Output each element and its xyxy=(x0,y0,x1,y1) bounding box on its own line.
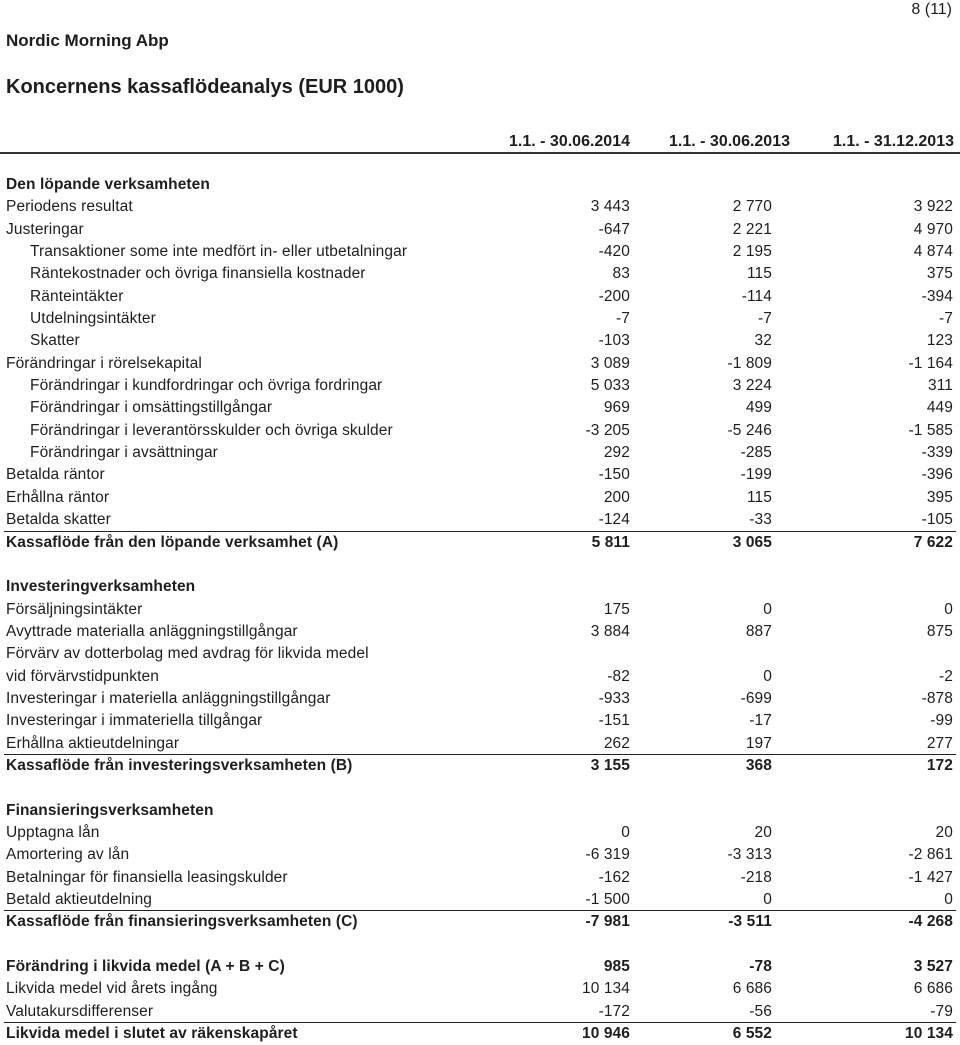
row-label: Betalda skatter xyxy=(6,511,111,529)
row-value-col-3: 311 xyxy=(927,377,953,395)
table-row xyxy=(0,733,960,755)
row-value-col-1: -150 xyxy=(598,466,630,484)
row-label: Förändring i likvida medel (A + B + C) xyxy=(6,958,285,976)
row-value-col-3: -1 585 xyxy=(908,421,953,439)
row-value-col-1: 969 xyxy=(603,399,630,417)
row-value-col-1: 3 443 xyxy=(590,198,630,216)
cash-flow-table xyxy=(0,174,960,1045)
table-row xyxy=(0,420,960,442)
row-label: Erhållna aktieutdelningar xyxy=(6,734,180,752)
row-value-col-2: 6 552 xyxy=(732,1025,772,1043)
row-value-col-1: 175 xyxy=(603,600,630,618)
row-value-col-3: 375 xyxy=(926,265,953,283)
row-value-col-1: -172 xyxy=(598,1002,630,1020)
row-value-col-2: 0 xyxy=(763,891,772,908)
row-label: Förvärv av dotterbolag med avdrag för likvida medel xyxy=(6,645,369,663)
table-row xyxy=(0,934,960,956)
column-header-h1-2014: 1.1. - 30.06.2014 xyxy=(509,133,630,150)
row-value-col-3: 0 xyxy=(944,600,953,618)
row-value-col-2: -114 xyxy=(741,287,772,305)
row-value-col-2: -699 xyxy=(740,689,772,707)
table-row xyxy=(0,621,960,643)
table-row xyxy=(0,822,960,844)
row-value-col-3: 10 134 xyxy=(904,1025,953,1043)
total-row xyxy=(0,755,960,777)
row-label: vid förvärvstidpunkten xyxy=(6,667,159,685)
row-label: Upptagna lån xyxy=(6,823,100,841)
row-label: Utdelningsintäkter xyxy=(30,310,156,328)
table-row xyxy=(0,509,960,531)
table-row xyxy=(0,308,960,330)
row-value-col-1: 3 155 xyxy=(590,756,630,774)
row-value-col-2: -33 xyxy=(749,511,772,529)
row-value-col-1: 5 811 xyxy=(591,533,630,551)
row-value-col-1: 262 xyxy=(603,734,630,752)
table-row xyxy=(0,397,960,419)
row-value-col-3: -339 xyxy=(921,444,953,462)
row-value-col-3: 6 686 xyxy=(913,980,953,998)
row-value-col-1: -7 xyxy=(616,310,630,328)
row-value-col-2: 115 xyxy=(746,488,772,506)
row-value-col-3: 395 xyxy=(926,488,953,506)
row-value-col-2: 3 224 xyxy=(732,377,772,395)
row-value-col-1: 3 089 xyxy=(590,354,630,372)
row-value-col-2: -3 313 xyxy=(727,846,772,864)
row-label: Förändringar i rörelsekapital xyxy=(6,354,202,372)
table-row xyxy=(0,867,960,889)
table-row xyxy=(0,889,960,911)
row-value-col-3: 0 xyxy=(944,891,953,908)
row-label: Försäljningsintäkter xyxy=(6,600,143,618)
table-row xyxy=(0,286,960,308)
page-title: Koncernens kassaflödeanalys (EUR 1000) xyxy=(6,76,404,98)
row-value-col-2: 3 065 xyxy=(732,533,772,551)
table-row xyxy=(0,330,960,352)
row-value-col-3: 449 xyxy=(926,399,953,417)
row-label: Investeringar i immateriella tillgångar xyxy=(6,712,263,730)
section-heading-row xyxy=(0,174,960,196)
row-value-col-1: 10 134 xyxy=(581,980,630,998)
table-row xyxy=(0,844,960,866)
row-value-col-2: -7 xyxy=(758,310,772,328)
table-row xyxy=(0,710,960,732)
row-value-col-3: -79 xyxy=(930,1002,953,1020)
row-label: Kassaflöde från finansieringsverksamheten (C) xyxy=(6,913,358,931)
row-label: Förändringar i leverantörsskulder och övriga skulder xyxy=(30,421,393,439)
row-value-col-3: 123 xyxy=(926,332,953,350)
row-value-col-2: -56 xyxy=(749,1002,772,1020)
row-label: Skatter xyxy=(30,332,80,350)
row-value-col-3: 277 xyxy=(926,734,953,752)
row-value-col-3: -4 268 xyxy=(908,913,953,931)
header-rule xyxy=(0,152,960,154)
row-value-col-3: -7 xyxy=(939,310,953,328)
row-value-col-3: 4 874 xyxy=(913,243,953,261)
row-value-col-3: -1 427 xyxy=(908,868,953,886)
row-value-col-1: 3 884 xyxy=(590,622,630,640)
column-header-h1-2013: 1.1. - 30.06.2013 xyxy=(669,133,790,150)
row-value-col-2: -17 xyxy=(749,712,772,730)
row-label: Förändringar i omsättingstillgångar xyxy=(30,399,273,417)
table-row xyxy=(0,487,960,509)
row-value-col-1: -933 xyxy=(598,689,630,707)
row-label: Amortering av lån xyxy=(6,846,130,864)
row-value-col-2: -285 xyxy=(740,444,772,462)
section-heading-row xyxy=(0,576,960,598)
row-label: Betalda räntor xyxy=(6,466,105,484)
row-value-col-2: 2 221 xyxy=(732,220,772,238)
table-row xyxy=(0,442,960,464)
row-value-col-2: -199 xyxy=(740,466,772,484)
row-value-col-2: 2 770 xyxy=(732,198,772,216)
row-value-col-1: -647 xyxy=(598,220,630,238)
row-label: Investeringverksamheten xyxy=(6,578,196,596)
column-header-fy-2013: 1.1. - 31.12.2013 xyxy=(833,133,954,150)
row-value-col-2: 887 xyxy=(745,622,772,640)
table-row xyxy=(0,219,960,241)
row-label: Förändringar i avsättningar xyxy=(30,444,218,462)
table-row xyxy=(0,688,960,710)
row-label: Periodens resultat xyxy=(6,198,133,216)
row-value-col-3: 875 xyxy=(926,622,953,640)
row-value-col-2: -1 809 xyxy=(727,354,772,372)
row-value-col-1: -7 981 xyxy=(585,913,630,931)
row-value-col-3: -2 861 xyxy=(908,846,953,864)
row-value-col-3: -99 xyxy=(930,712,953,730)
row-label: Räntekostnader och övriga finansiella kostnader xyxy=(30,265,366,283)
row-value-col-2: -5 246 xyxy=(727,421,772,439)
row-value-col-2: 32 xyxy=(754,332,772,350)
table-row xyxy=(0,599,960,621)
row-value-col-2: 20 xyxy=(754,823,772,841)
total-row xyxy=(0,956,960,978)
row-value-col-1: -1 500 xyxy=(585,891,630,908)
row-value-col-2: 368 xyxy=(745,756,772,774)
row-value-col-3: -394 xyxy=(921,287,953,305)
table-row xyxy=(0,196,960,218)
row-value-col-1: -151 xyxy=(598,712,630,730)
row-value-col-3: 3 527 xyxy=(913,958,953,976)
row-value-col-2: 0 xyxy=(763,667,772,685)
row-value-col-1: -124 xyxy=(598,511,630,529)
row-label: Den löpande verksamheten xyxy=(6,176,210,193)
row-value-col-1: 10 946 xyxy=(581,1025,630,1043)
row-label: Betald aktieutdelning xyxy=(6,891,153,908)
table-row xyxy=(0,978,960,1000)
row-label: Ränteintäkter xyxy=(30,287,124,305)
row-value-col-3: 20 xyxy=(935,823,953,841)
row-value-col-2: -3 511 xyxy=(728,913,772,931)
row-value-col-2: 0 xyxy=(763,600,772,618)
row-value-col-1: 5 033 xyxy=(590,377,630,395)
table-row xyxy=(0,643,960,665)
row-label: Finansieringsverksamheten xyxy=(6,801,214,819)
table-row xyxy=(0,241,960,263)
row-label: Valutakursdifferenser xyxy=(6,1002,154,1020)
section-heading-row xyxy=(0,800,960,822)
row-label: Betalningar för finansiella leasingskulder xyxy=(6,868,288,886)
table-row xyxy=(0,263,960,285)
row-value-col-1: -200 xyxy=(598,287,630,305)
row-value-col-1: 83 xyxy=(612,265,630,283)
row-label: Erhållna räntor xyxy=(6,488,110,506)
row-label: Investeringar i materiella anläggningstillgångar xyxy=(6,689,331,707)
table-row xyxy=(0,353,960,375)
row-value-col-3: -1 164 xyxy=(908,354,953,372)
row-value-col-2: 115 xyxy=(746,265,772,283)
row-value-col-1: -3 205 xyxy=(585,421,630,439)
total-row xyxy=(0,911,960,933)
row-value-col-1: -420 xyxy=(598,243,630,261)
row-value-col-3: -2 xyxy=(939,667,953,685)
row-value-col-3: -878 xyxy=(921,689,953,707)
table-row xyxy=(0,777,960,799)
table-row xyxy=(0,554,960,576)
row-value-col-1: -162 xyxy=(598,868,630,886)
row-value-col-3: 4 970 xyxy=(913,220,953,238)
row-value-col-2: 2 195 xyxy=(732,243,772,261)
row-value-col-2: 197 xyxy=(745,734,772,752)
row-value-col-1: 985 xyxy=(603,958,630,976)
row-value-col-3: -105 xyxy=(921,511,953,529)
row-label: Likvida medel i slutet av räkenskapåret xyxy=(6,1025,298,1043)
row-label: Justeringar xyxy=(6,220,84,238)
row-label: Kassaflöde från investeringsverksamheten (B) xyxy=(6,756,353,774)
row-value-col-2: -218 xyxy=(740,868,772,886)
total-row xyxy=(0,532,960,554)
row-label: Kassaflöde från den löpande verksamhet (A) xyxy=(6,533,339,551)
row-value-col-2: 6 686 xyxy=(732,980,772,998)
row-value-col-1: 200 xyxy=(603,488,630,506)
row-value-col-3: 3 922 xyxy=(913,198,953,216)
row-value-col-1: -6 319 xyxy=(585,846,630,864)
row-label: Transaktioner some inte medfört in- eller utbetalningar xyxy=(30,243,408,261)
row-value-col-3: 7 622 xyxy=(913,533,953,551)
row-label: Likvida medel vid årets ingång xyxy=(6,980,218,998)
table-row xyxy=(0,375,960,397)
row-label: Förändringar i kundfordringar och övriga fordringar xyxy=(30,377,383,395)
table-row xyxy=(0,666,960,688)
row-value-col-1: 0 xyxy=(621,823,630,841)
page-number: 8 (11) xyxy=(911,1,952,18)
row-label: Avyttrade materialla anläggningstillgångar xyxy=(6,622,298,640)
table-row xyxy=(0,464,960,486)
row-value-col-2: -78 xyxy=(749,958,772,976)
table-row xyxy=(0,1001,960,1023)
row-value-col-1: -103 xyxy=(598,332,630,350)
row-value-col-3: -396 xyxy=(921,466,953,484)
row-value-col-1: -82 xyxy=(607,667,630,685)
company-name: Nordic Morning Abp xyxy=(6,31,169,50)
row-value-col-3: 172 xyxy=(926,756,953,774)
row-value-col-1: 292 xyxy=(603,444,630,462)
row-value-col-2: 499 xyxy=(745,399,772,417)
